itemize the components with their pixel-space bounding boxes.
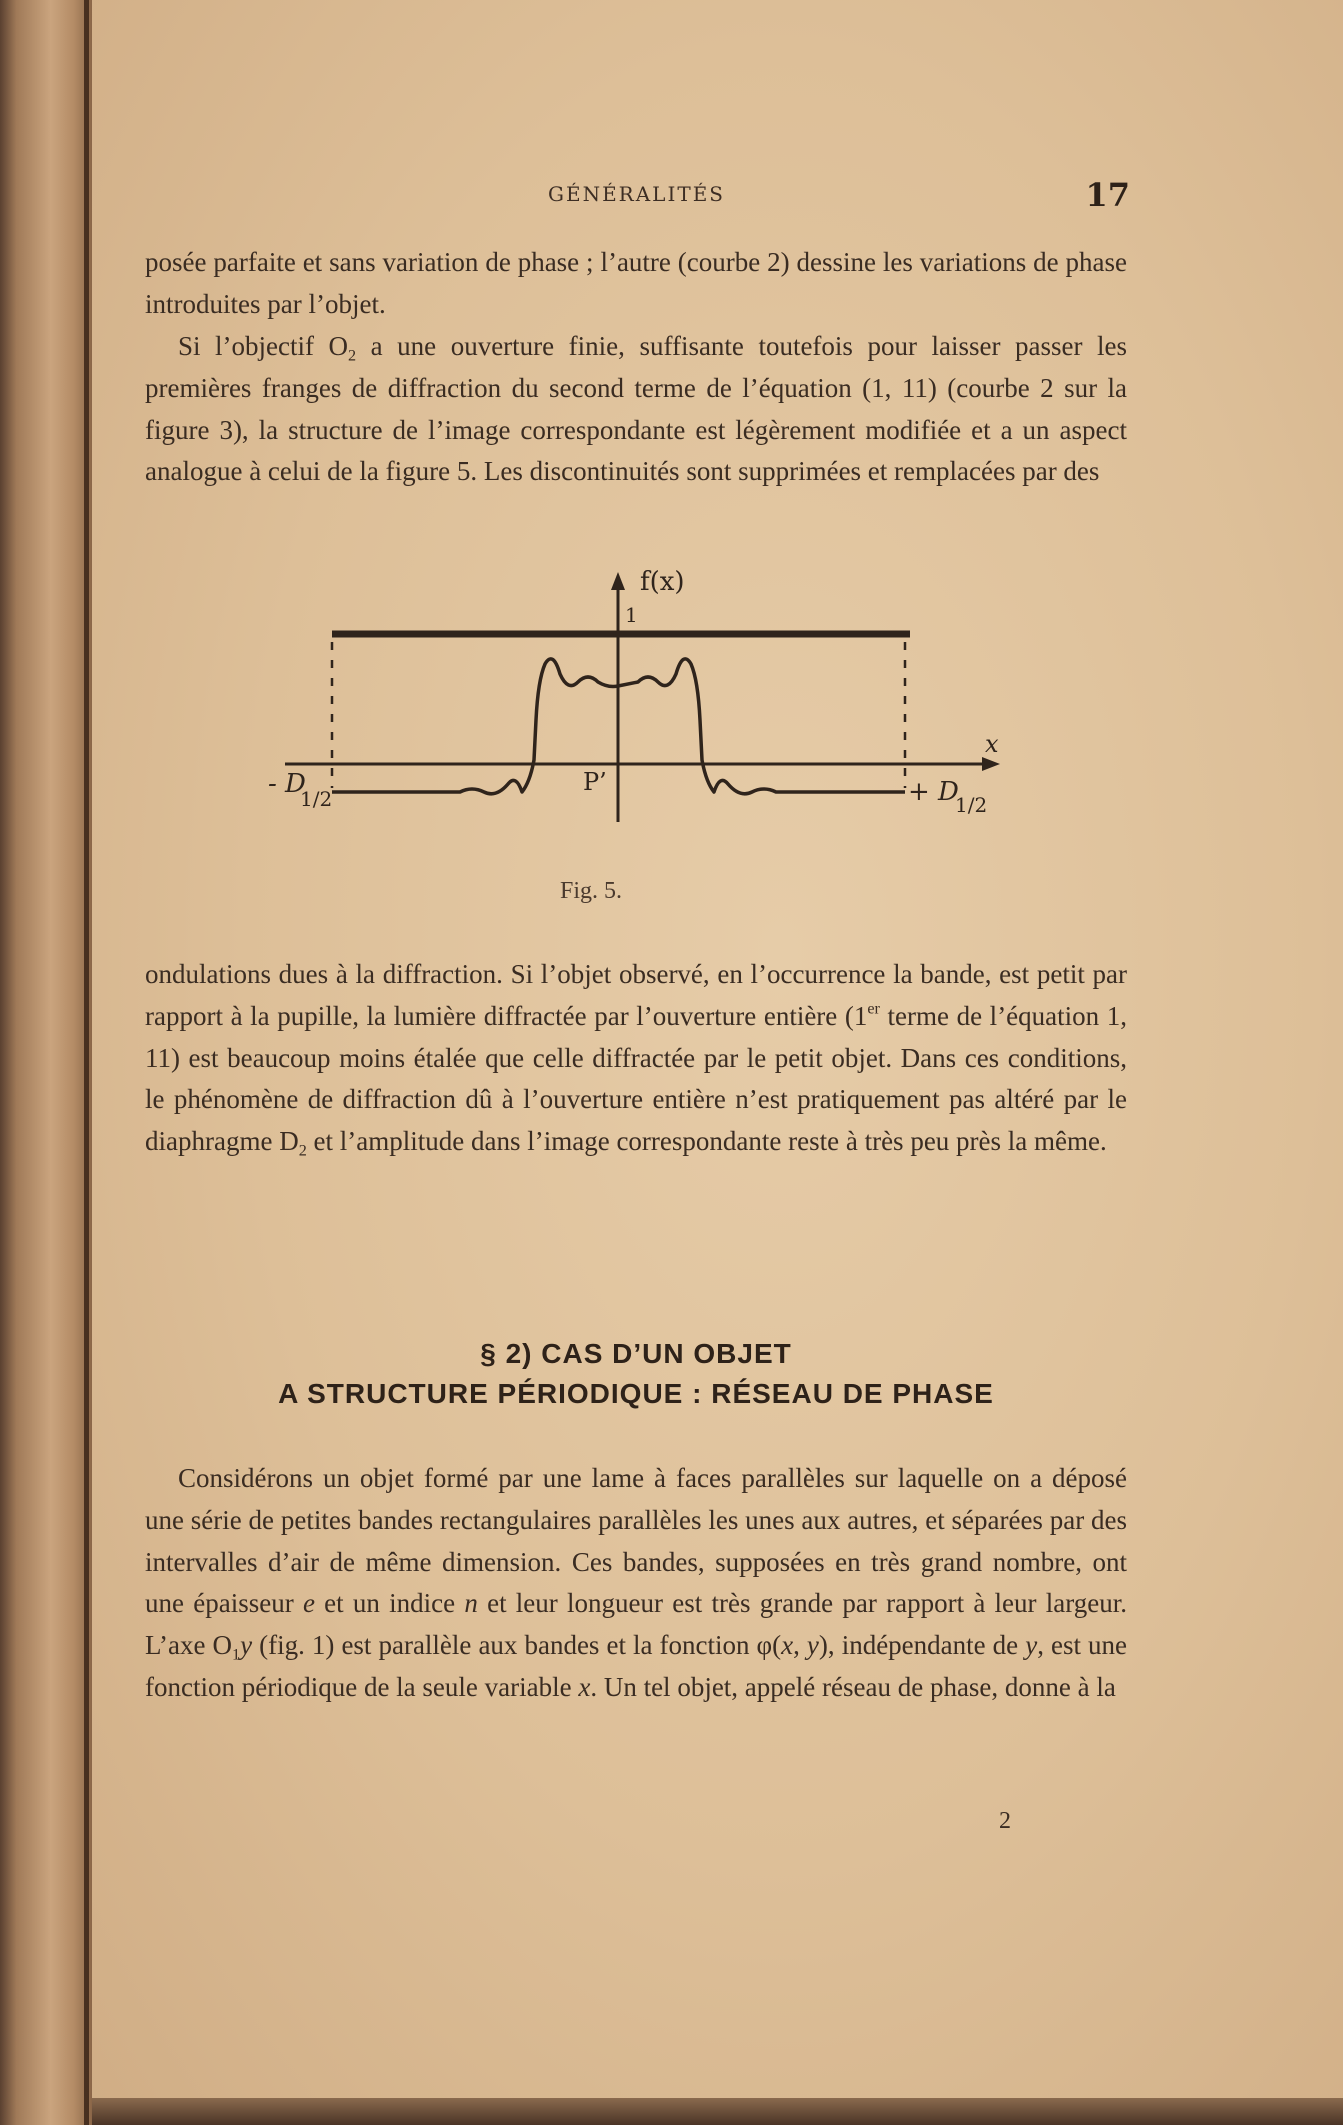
right-bound-label: + D: [908, 777, 959, 807]
paragraph-4-text-d: (fig. 1) est parallèle aux bandes et la fonction φ(: [252, 1630, 782, 1661]
section-heading-line-2: A STRUCTURE PÉRIODIQUE : RÉSEAU DE PHASE: [278, 1378, 994, 1409]
section-heading-line-1: § 2) CAS D’UN OBJET: [480, 1338, 792, 1369]
figure-5: [240, 560, 1040, 860]
paragraph-3: [145, 954, 1127, 1163]
paragraph-4-text-a: Considérons un objet formé par une lame à faces parallèles sur laquelle on a déposé une série de petites bandes rectangulaires parallèles les unes aux autres, et séparées par des intervalles d’air de même dimension. Ces bandes, supposées en très grand nombre, ont une épaisseur: [145, 1463, 1127, 1619]
page-number: 17: [1085, 176, 1130, 214]
paragraph-3-text-c: et l’amplitude dans l’image correspondante reste à très peu près la même.: [306, 1126, 1107, 1157]
y-axis-arrow: [611, 572, 625, 590]
paragraph-3-text-b: terme de l’équation 1, 11) est beaucoup moins étalée que celle diffractée par le petit objet. Dans ces conditions, le phénomène de diffraction dû à l’ouverture entière n’est pratiquement pas altéré par le diaphragme D: [145, 1000, 1127, 1157]
superscript: er: [867, 999, 880, 1018]
x-axis-arrow: [982, 757, 1000, 771]
symbol-y: y: [1025, 1630, 1038, 1661]
paragraph-4-text-c: et leur longueur est très grande par rapport à leur largeur. L’axe O: [145, 1588, 1127, 1661]
x-axis-label: x: [985, 730, 999, 758]
paragraph-2-text-b: a une ouverture finie, suffisante toutefois pour laisser passer les premières franges de diffraction du second terme de l’équation (1, 11) (courbe 2 sur la figure 3), la structure de l’image correspondante est légèrement modifiée et a un aspect analogue à celui de la figure 5. Les discontinuités sont supprimées et remplacées par des: [145, 331, 1127, 487]
symbol-e: e: [302, 1588, 315, 1619]
paragraph-4-comma: ,: [793, 1630, 807, 1661]
page-bottom-edge: [92, 2098, 1343, 2125]
subscript: 2: [298, 1141, 307, 1160]
figure-caption: Fig. 5.: [560, 878, 623, 904]
running-head: GÉNÉRALITÉS: [548, 182, 725, 206]
symbol-n: n: [464, 1588, 478, 1619]
subscript: 1: [232, 1645, 241, 1664]
paragraph-4-text-b: et un indice: [314, 1588, 465, 1619]
right-bound-fraction: 1/2: [955, 793, 988, 817]
paragraph-4-text-f: ), indépendante de: [818, 1630, 1026, 1661]
paragraph-4-text-g: , est une fonction périodique de la seule variable: [145, 1630, 1127, 1702]
paragraph-2: [145, 326, 1127, 493]
paragraph-1-text: posée parfaite et sans variation de phase ; l’autre (courbe 2) dessine les variations de phase introduites par l’objet.: [145, 247, 1127, 319]
symbol-y: y: [806, 1630, 819, 1661]
paragraph-3-text-a: ondulations dues à la diffraction. Si l’objet observé, en l’occurrence la bande, est petit par rapport à la pupille, la lumière diffractée par l’ouverture entière (1: [145, 959, 1127, 1031]
subscript: 2: [348, 346, 357, 365]
paragraph-1: [145, 242, 1127, 326]
paragraph-4-text-h: . Un tel objet, appelé réseau de phase, donne à la: [590, 1671, 1116, 1702]
left-bound-label: - D: [268, 769, 306, 799]
origin-label: P’: [583, 768, 607, 796]
book-spine-shadow: [0, 0, 92, 2125]
left-bound-fraction: 1/2: [300, 787, 333, 811]
paragraph-2-text-a: Si l’objectif O: [178, 331, 349, 361]
symbol-y: y: [240, 1630, 253, 1661]
y-axis-label: f(x): [640, 567, 685, 597]
paragraph-4: [145, 1458, 1127, 1709]
symbol-x: x: [781, 1630, 794, 1661]
signature-mark: 2: [999, 1808, 1011, 1834]
gutter-line: [84, 0, 89, 2125]
tick-one-label: 1: [625, 603, 638, 627]
symbol-x: x: [578, 1671, 591, 1702]
